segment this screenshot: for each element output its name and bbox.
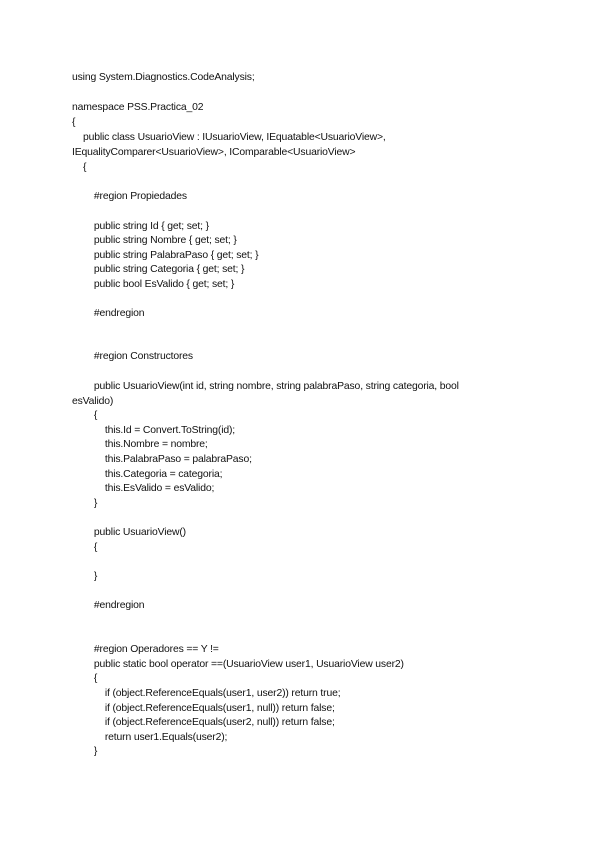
code-line: if (object.ReferenceEquals(user1, user2)) return true; [72, 688, 341, 699]
code-line: } [72, 571, 98, 582]
code-line: public UsuarioView(int id, string nombre, string palabraPaso, string categoria, bool [72, 381, 459, 392]
code-line: #region Operadores == Y != [72, 644, 219, 655]
code-line: if (object.ReferenceEquals(user1, null)) return false; [72, 703, 335, 714]
code-line: { [72, 410, 98, 421]
code-line: public bool EsValido { get; set; } [72, 279, 235, 290]
code-line: { [72, 542, 98, 553]
code-line: public UsuarioView() [72, 527, 186, 538]
code-line: { [72, 673, 98, 684]
code-line: this.Nombre = nombre; [72, 439, 208, 450]
code-line: this.Id = Convert.ToString(id); [72, 425, 236, 436]
code-line: public string Categoria { get; set; } [72, 264, 245, 275]
code-line: #region Constructores [72, 351, 193, 362]
code-line: public class UsuarioView : IUsuarioView, IEquatable<UsuarioView>, [72, 132, 386, 143]
code-line: public string Id { get; set; } [72, 221, 209, 232]
code-line: #endregion [72, 600, 145, 611]
code-line: using System.Diagnostics.CodeAnalysis; [72, 72, 255, 83]
code-line: return user1.Equals(user2); [72, 732, 228, 743]
code-line: #endregion [72, 308, 145, 319]
code-line: #region Propiedades [72, 191, 187, 202]
code-line: esValido) [72, 396, 114, 407]
code-line: } [72, 498, 98, 509]
code-line: } [72, 746, 98, 757]
code-line: public string Nombre { get; set; } [72, 235, 237, 246]
code-line: this.PalabraPaso = palabraPaso; [72, 454, 252, 465]
code-line: IEqualityComparer<UsuarioView>, IComparable<UsuarioView> [72, 147, 356, 158]
code-line: { [72, 117, 76, 128]
code-line: namespace PSS.Practica_02 [72, 102, 204, 113]
code-line: if (object.ReferenceEquals(user2, null)) return false; [72, 717, 335, 728]
code-line: { [72, 162, 87, 173]
code-line: this.Categoria = categoria; [72, 469, 223, 480]
code-line: public static bool operator ==(UsuarioView user1, UsuarioView user2) [72, 659, 404, 670]
code-line: this.EsValido = esValido; [72, 483, 215, 494]
code-line: public string PalabraPaso { get; set; } [72, 250, 259, 261]
